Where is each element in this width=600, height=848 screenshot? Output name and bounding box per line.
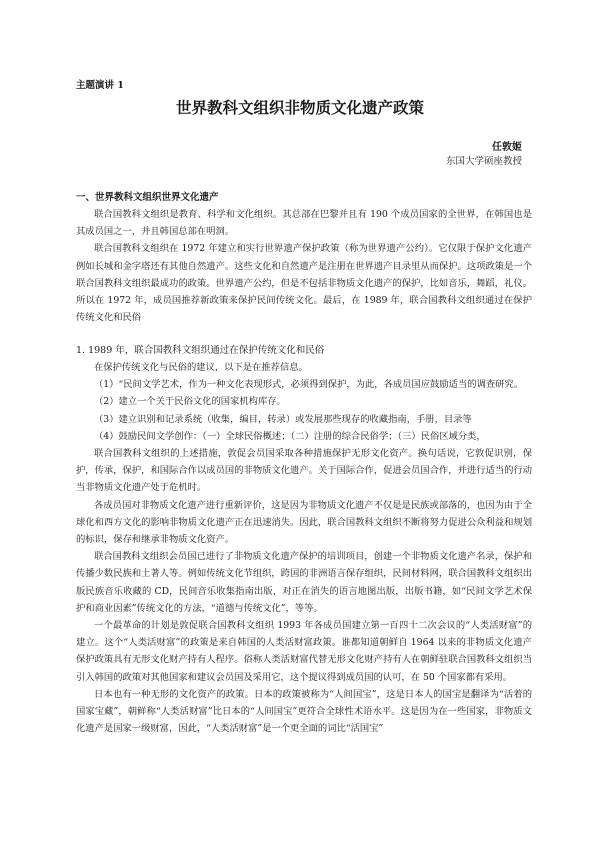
list-item: （3）建立识别和记录系统（收集，编目，转录）或发展那些现存的收藏指南，手册，目录等 — [94, 413, 472, 425]
paragraph: 各成员国对非物质文化遗产进行重新评价，这是因为非物质文化遗产不仅是是民族或部落的，也因为由于全球化和西方文化的影响非物质文化遗产正在迅速消失。因此，联合国教科文组织不断将努力促进公众利益和规划的标识，保存和继承非物质文化资产。 — [76, 499, 532, 546]
recommendation-list — [76, 376, 532, 445]
paragraph: 一个最革命的计划是敦促联合国教科文组织 1993 年各成员国建立第一百四十二次会议的“人类活财富”的建立。这个“人类活财富”的政策是来自韩国的人类活财富政策。谁都知道朝鲜自 1964 以来的非物质文化遗产保护政策具有无形文化财产持有人程序。俗称人类活财富代替无形文化财产持有人在朝鲜驻联合国教科文组织当引入韩国的政策对其他国家和建议会员国及采用它，这个提议得到成员国的认可，在 50 个国家都有采用。 — [76, 620, 532, 683]
author-name: 任敦姬 — [492, 142, 522, 153]
section-2-body — [76, 359, 532, 737]
paper-title: 世界教科文组织非物质文化遗产政策 — [175, 99, 424, 117]
list-item: （4）鼓励民间文学创作：（一）全球民俗概述；（二）注册的综合民俗学；（三）民俗区域分类， — [94, 430, 486, 442]
list-item: （2）建立一个关于民俗文化的国家机构库存。 — [94, 396, 286, 408]
paragraph: 联合国教科文组织在 1972 年建立和实行世界遗产保护政策（称为世界遗产公约）。它仅限于保护文化遗产例如长城和金字塔还有其他自然遗产。这些文化和自然遗产是注册在世界遗产目录里从而保护。这项政策是一个联合国教科文组织最成功的政策。世界遗产公约，但是不包括非物质文化遗产的保护，比如音乐，舞蹈，礼仪。所以在 1972 年，成员国推荐新政策来保护民间传统文化。最后，在 1989 年，联合国教科文组织通过在保护传统文化和民俗 — [76, 243, 532, 324]
paragraph: 联合国教科文组织的上述措施，敦促会员国采取各种措施保护无形文化资产。换句话说，它敦促识别，保护，传承，保护，和国际合作以成员国的非物质文化遗产。关于国际合作，促进会员国合作，并进行适当的行动当非物质文化遗产处于危机时。 — [76, 448, 532, 494]
list-item: （1）“民间文学艺术，作为一种文化表现形式，必须得到保护，为此，各成员国应鼓励适当的调查研究。 — [94, 379, 524, 391]
series-label: 主题演讲 1 — [76, 80, 124, 91]
section-1-body — [76, 206, 532, 326]
section-heading: 一、世界教科文组织世界文化遗产 — [76, 192, 219, 203]
paragraph: 在保护传统文化与民俗的建议，以下是在推荐信息。 — [94, 362, 308, 373]
paragraph: 日本也有一种无形的文化资产的政策。日本的政策被称为“人间国宝”，这是日本人的国宝是翻译为“活着的国家宝藏”，朝鲜称“人类活财富”比日本的“人间国宝”更符合全球性术语水平。这是因为在一些国家，非物质文化遗产是国家一级财富，因此，“人类活财富”是一个更全面的词比“活国宝” — [76, 688, 532, 735]
author-affiliation: 东国大学硕座教授 — [445, 156, 522, 167]
paragraph: 联合国教科文组织是教育、科学和文化组织。其总部在巴黎并且有 190 个成员国家的全世界，在韩国也是其成员国之一，并且韩国总部在明洞。 — [76, 209, 532, 238]
paragraph: 联合国教科文组织会员国已进行了非物质文化遗产保护的培训项目，创建一个非物质文化遗产名录，保护和传播少数民族和土著人等。例如传统文化节组织，跨国的非洲语言保存组织，民间材料网，联合国教科文组织出版民族音乐收藏的 CD，民间音乐收集指南出版，对正在消失的语言地图出版，出版书籍，如“民间文学艺术保护和商业因素”传统文化的方法，“道德与传统文化”，等等。 — [76, 551, 532, 614]
subsection-heading: 1. 1989 年，联合国教科文组织通过在保护传统文化和民俗 — [76, 345, 325, 356]
